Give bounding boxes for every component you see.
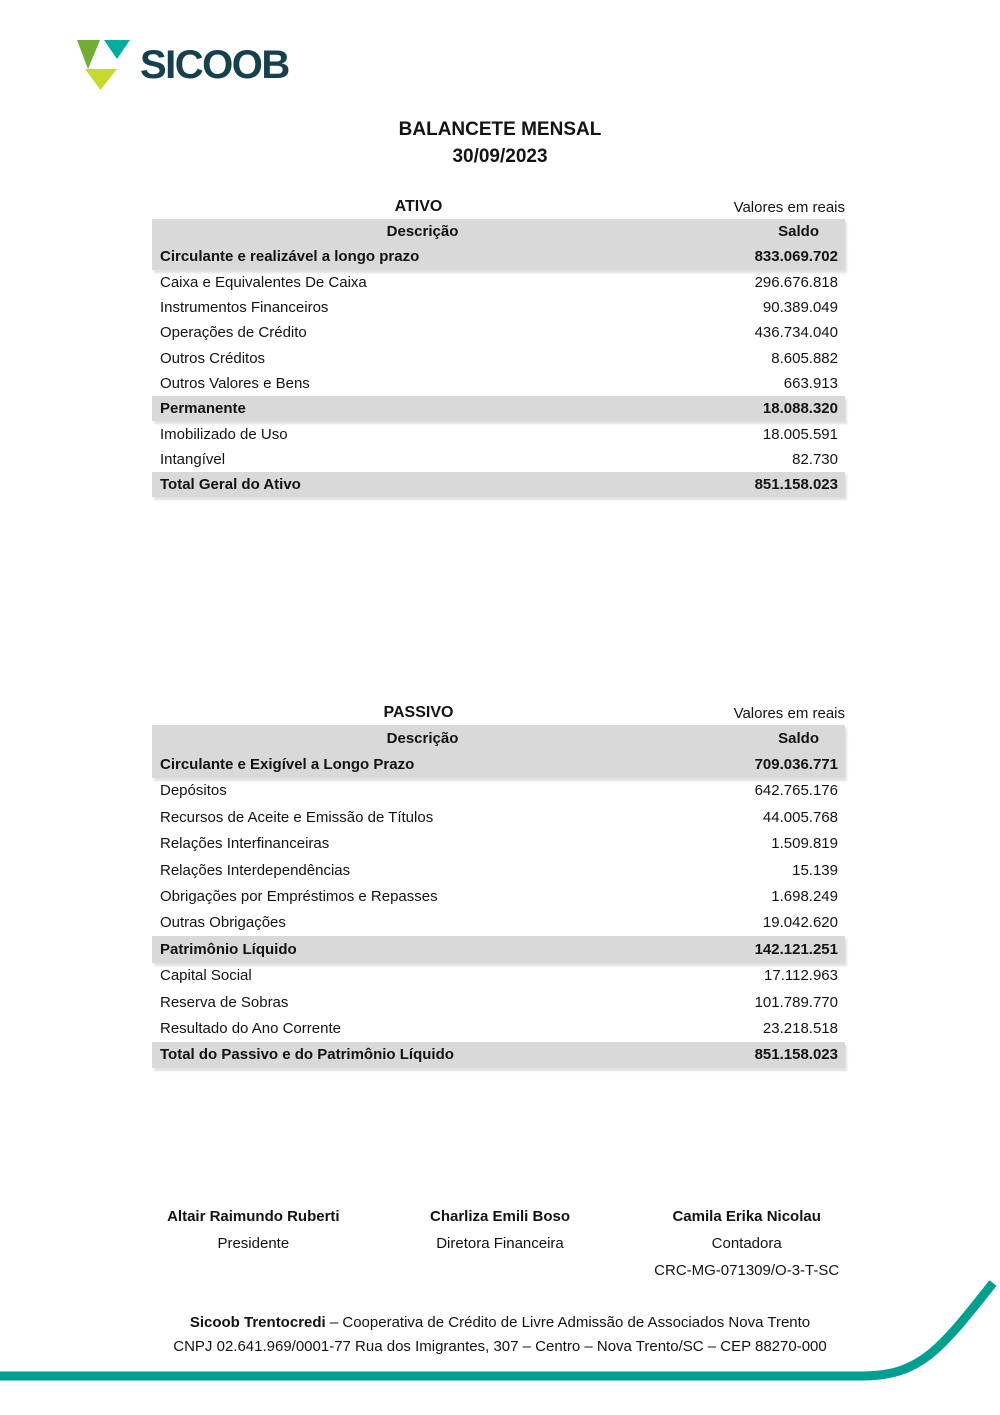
row-label: Outras Obrigações: [160, 914, 286, 932]
row-label: Operações de Crédito: [160, 324, 307, 342]
row-label: Outros Créditos: [160, 349, 266, 367]
row-label: Resultado do Ano Corrente: [160, 1019, 341, 1037]
row-value: 436.734.040: [754, 324, 838, 342]
column-header-descricao: Descrição: [386, 729, 459, 747]
signature-role: Diretora Financeira: [436, 1235, 564, 1252]
signature-registration: CRC-MG-071309/O-3-T-SC: [654, 1262, 840, 1279]
table-row: [152, 778, 845, 804]
row-value: 1.698.249: [771, 888, 838, 906]
row-value: 82.730: [792, 450, 838, 468]
passivo-section: [152, 701, 845, 1068]
signature-name: Altair Raimundo Ruberti: [167, 1208, 340, 1225]
table-row: [152, 396, 845, 421]
row-value: 142.121.251: [754, 940, 838, 958]
row-label: Relações Interdependências: [160, 861, 351, 879]
row-label: Permanente: [160, 400, 246, 418]
row-value: 851.158.023: [754, 1046, 838, 1064]
ativo-table: [152, 219, 845, 497]
table-row: [152, 857, 845, 883]
table-row: [152, 1015, 845, 1041]
row-value: 15.139: [792, 861, 838, 879]
row-label: Outros Valores e Bens: [160, 374, 310, 392]
row-value: 17.112.963: [764, 967, 838, 985]
sicoob-logo: [77, 40, 289, 90]
table-row: [152, 804, 845, 830]
row-label: Caixa e Equivalentes De Caixa: [160, 273, 367, 291]
table-row: [152, 989, 845, 1015]
passivo-table: [152, 725, 845, 1068]
row-label: Circulante e realizável a longo prazo: [160, 248, 420, 266]
row-value: 833.069.702: [754, 248, 838, 266]
table-row: [152, 831, 845, 857]
table-row: [152, 320, 845, 345]
row-value: 19.042.620: [762, 914, 838, 932]
document-date: 30/09/2023: [452, 146, 548, 167]
signature-role: Presidente: [217, 1235, 290, 1252]
row-label: Instrumentos Financeiros: [160, 299, 329, 317]
sicoob-triangles-icon: [77, 40, 130, 90]
ativo-section-header: [152, 195, 845, 219]
table-row: [152, 883, 845, 909]
table-row: [152, 295, 845, 320]
row-value: 18.088.320: [762, 400, 838, 418]
table-row: [152, 270, 845, 295]
table-row: [152, 751, 845, 777]
row-label: Relações Interfinanceiras: [160, 835, 330, 853]
row-label: Total Geral do Ativo: [160, 476, 301, 494]
footer-line-2: CNPJ 02.641.969/0001-77 Rua dos Imigrantes, 307 – Centro – Nova Trento/SC – CEP 88270-000: [173, 1338, 827, 1355]
table-row: [152, 447, 845, 472]
row-label: Obrigações por Empréstimos e Repasses: [160, 888, 438, 906]
row-value: 851.158.023: [754, 476, 838, 494]
column-header-saldo: Saldo: [778, 729, 819, 747]
signature-role: Contadora: [711, 1235, 782, 1252]
row-value: 642.765.176: [754, 782, 838, 800]
row-label: Capital Social: [160, 967, 252, 985]
column-header-descricao: Descrição: [386, 223, 459, 241]
currency-note: Valores em reais: [733, 704, 845, 722]
row-value: 44.005.768: [762, 808, 838, 826]
row-label: Reserva de Sobras: [160, 993, 289, 1011]
row-label: Total do Passivo e do Patrimônio Líquido: [160, 1046, 454, 1064]
row-value: 8.605.882: [771, 349, 838, 367]
row-value: 101.789.770: [754, 993, 838, 1011]
table-row: [152, 936, 845, 962]
row-value: 663.913: [783, 374, 838, 392]
row-label: Depósitos: [160, 782, 227, 800]
currency-note: Valores em reais: [733, 198, 845, 216]
row-value: 18.005.591: [762, 425, 838, 443]
row-value: 1.509.819: [771, 835, 838, 853]
row-label: Imobilizado de Uso: [160, 425, 288, 443]
row-value: 90.389.049: [762, 299, 838, 317]
signature-name: Charliza Emili Boso: [429, 1208, 571, 1225]
table-row: [152, 472, 845, 497]
column-header-saldo: Saldo: [778, 223, 819, 241]
table-header-row: [152, 725, 845, 751]
table-row: [152, 345, 845, 370]
row-label: Recursos de Aceite e Emissão de Títulos: [160, 808, 434, 826]
row-label: Patrimônio Líquido: [160, 940, 297, 958]
signature-name: Camila Erika Nicolau: [672, 1208, 821, 1225]
row-label: Circulante e Exigível a Longo Prazo: [160, 756, 415, 774]
table-row: [152, 421, 845, 446]
row-value: 709.036.771: [754, 756, 838, 774]
table-body: [152, 244, 845, 497]
table-header-row: [152, 219, 845, 244]
teal-swoosh-decoration: [0, 1272, 1000, 1382]
table-row: [152, 1042, 845, 1068]
footer-org-description: – Cooperativa de Crédito de Livre Admissão de Associados Nova Trento: [325, 1314, 811, 1331]
table-row: [152, 910, 845, 936]
sicoob-brand-text: SICOOB: [140, 43, 289, 87]
document-title-block: [0, 116, 1000, 170]
ativo-section: [152, 195, 845, 497]
row-label: Intangível: [160, 450, 226, 468]
table-row: [152, 963, 845, 989]
footer-org-name: Sicoob Trentocredi: [189, 1314, 326, 1331]
row-value: 296.676.818: [754, 273, 838, 291]
section-title: ATIVO: [394, 198, 443, 215]
passivo-section-header: [152, 701, 845, 725]
table-row: [152, 244, 845, 269]
section-title: PASSIVO: [383, 704, 454, 721]
table-body: [152, 751, 845, 1068]
row-value: 23.218.518: [762, 1019, 838, 1037]
document-title: BALANCETE MENSAL: [398, 119, 602, 140]
table-row: [152, 371, 845, 396]
